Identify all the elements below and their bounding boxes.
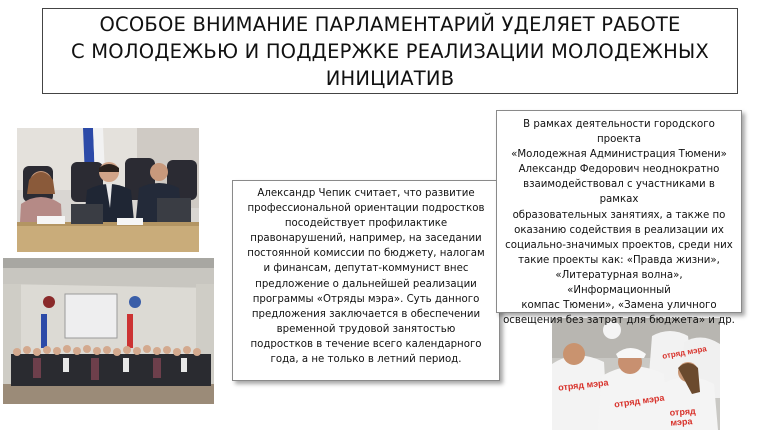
- text-line: Александр Чепик считает, что развитие: [257, 188, 475, 199]
- title-box: [42, 8, 738, 94]
- text-line: постоянной комиссии по бюджету, налогам: [247, 248, 485, 260]
- text-line: года, а не только в летний период.: [270, 354, 462, 366]
- text-line: оказанию содействия в реализации их: [514, 224, 724, 236]
- text-line: Александр Федорович неоднократно: [518, 164, 720, 176]
- text-line: подростков в течение всего календарного: [250, 338, 482, 350]
- text-line: образовательных занятиях, а также по: [512, 209, 726, 221]
- text-line: посодействует профилактике: [284, 218, 448, 230]
- chepik-text-box: [232, 180, 500, 381]
- text-line: профессиональной ориентации подростков: [247, 203, 485, 215]
- title-line-2: С МОЛОДЕЖЬЮ И ПОДДЕРЖКЕ РЕАЛИЗАЦИИ МОЛОДЕЖНЫХ: [71, 39, 709, 63]
- youth-team-photo: [552, 318, 720, 430]
- shirt-label-4: отряд мэра: [661, 344, 708, 361]
- shirt-label-3: отряд мэра: [669, 405, 697, 428]
- shirt-label-2: отряд мэра: [613, 392, 665, 410]
- text-line: временной трудовой занятостью: [276, 323, 456, 335]
- title-line-1: ОСОБОЕ ВНИМАНИЕ ПАРЛАМЕНТАРИЙ УДЕЛЯЕТ РАБОТЕ: [99, 12, 681, 36]
- title-line-3: ИНИЦИАТИВ: [325, 66, 455, 90]
- text-line: предложение о дальнейшей реализации: [255, 278, 477, 290]
- text-line: социально-значимых проектов, среди них: [505, 239, 733, 251]
- group-photo: [3, 258, 214, 404]
- text-line: В рамках деятельности городского проекта: [523, 119, 715, 146]
- text-line: такие проекты как: «Правда жизни»,: [518, 254, 720, 266]
- youth-administration-text-box: [496, 110, 742, 327]
- meeting-photo: [17, 128, 199, 252]
- text-line: «Молодежная Администрация Тюмени»: [511, 149, 727, 161]
- shirt-label-1: отряд мэра: [557, 377, 609, 393]
- text-line: взаимодействовал с участниками в рамках: [523, 179, 715, 206]
- text-line: программы «Отряды мэра». Суть данного: [252, 293, 480, 305]
- slide-title: [53, 11, 727, 92]
- text-line: компас Тюмени», «Замена уличного: [521, 300, 717, 312]
- text-line: предложения заключается в обеспечении: [251, 308, 481, 320]
- text-line: «Литературная волна», «Информационный: [555, 269, 683, 297]
- text-line: освещения без затрат для бюджета» и др.: [503, 315, 735, 327]
- text-line: и финансам, депутат-коммунист внес: [263, 263, 469, 275]
- text-line: правонарушений, например, на заседании: [250, 233, 482, 245]
